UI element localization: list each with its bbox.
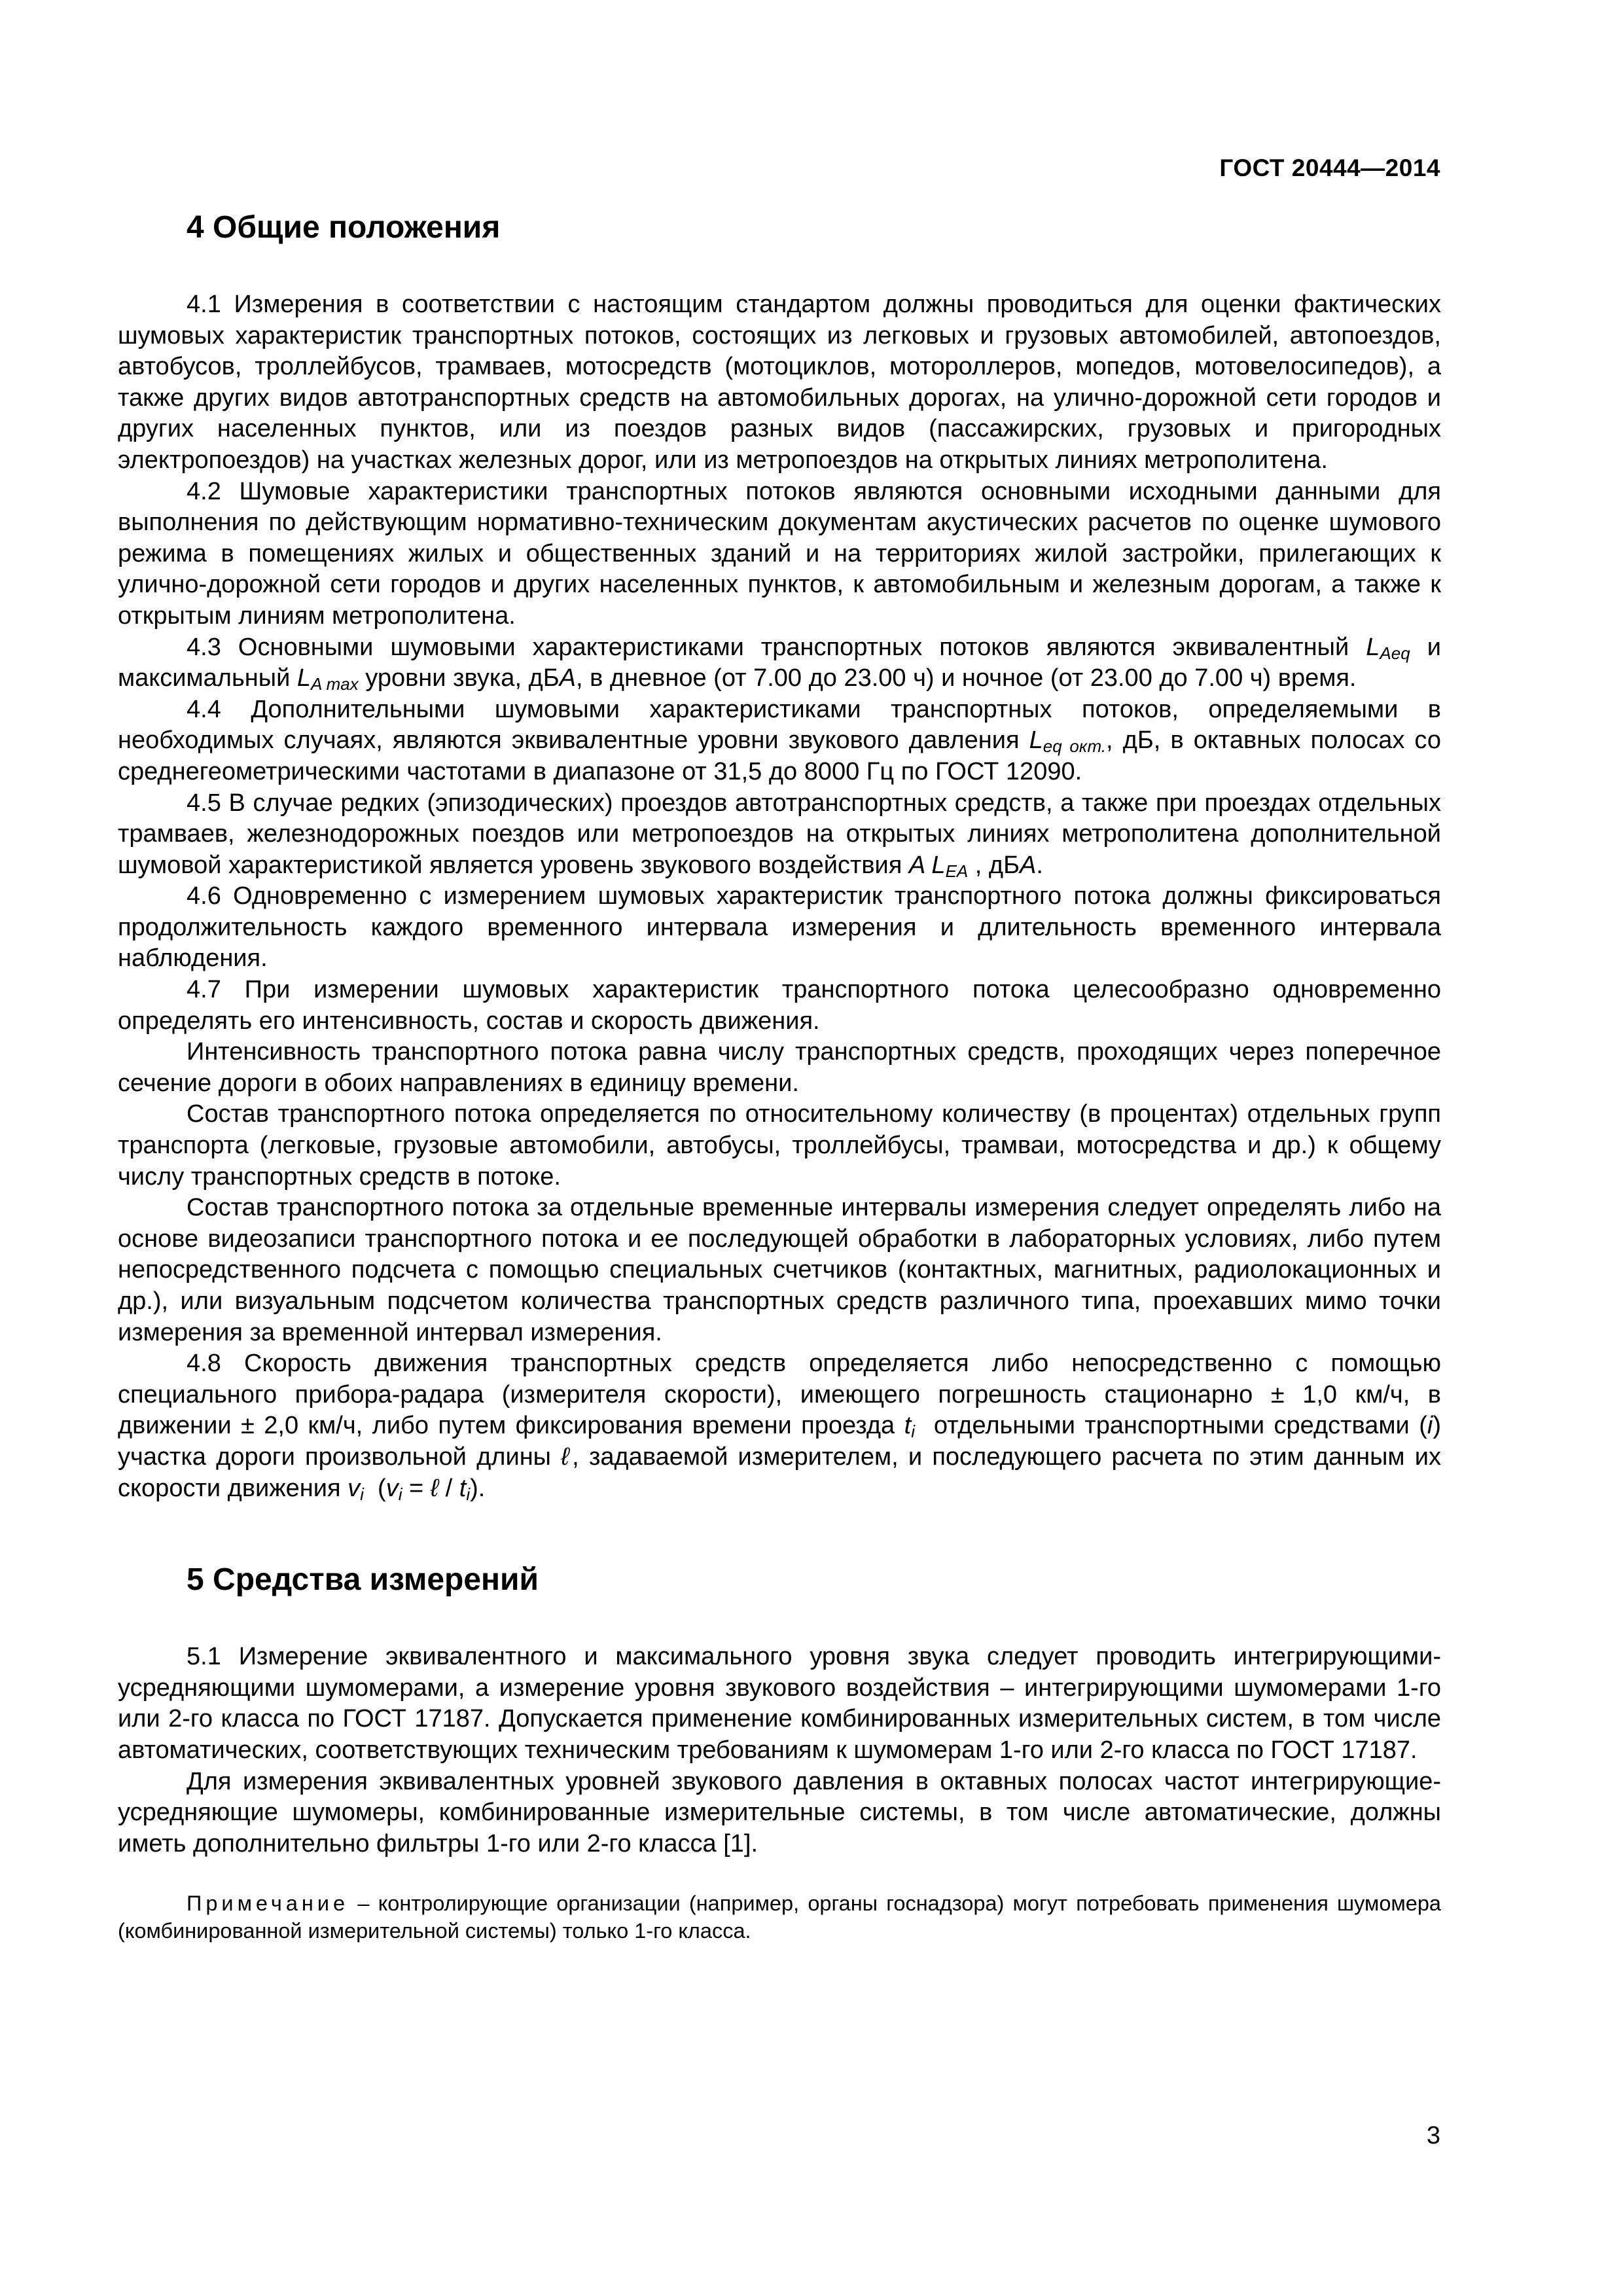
page-number: 3 [1426,2122,1440,2149]
paragraph-4-8: 4.8 Скорость движения транспортных средств определяется либо непосредственно с помощью специального прибора-радара (измерителя скорости), имеющего погрешность стационарно ± 1,0 км/ч, в движении ± 2,0 км/ч, либо путем фиксирования времени проезда $t_i$ отдельными транспортными средствами (i) участка дороги произвольной длины ℓ, задаваемой измерителем, и последующего расчета по этим данным их скорости движения $v_i$ ($v_i$ = ℓ / $t_i$). [118,1350,1441,1504]
paragraph-4-3: 4.3 Основными шумовыми характеристиками транспортных потоков являются эквивалентный $L_{Aeq}$ и максимальный $L_{A max}$ уровни звука, дБA, в дневное (от 7.00 до 23.00 ч) и ночное (от 23.00 до 7.00 ч) время. [118,633,1441,694]
note-label: Примечание [187,1892,349,1916]
paragraph-4-7-composition: Состав транспортного потока определяется по относительному количеству (в процентах) отдельных групп транспорта (легковые, грузовые автомобили, автобусы, троллейбусы, трамваи, мотосредства и др.) к общему числу транспортных средств в потоке. [118,1100,1441,1191]
section-5-body [118,1641,1441,1859]
note [118,1890,1441,1945]
note-text: – контролирующие организации (например, органы госнадзора) могут потребовать применения шумомера (комбинированной измерительной системы) только 1-го класса. [118,1892,1441,1943]
paragraph-4-2: 4.2 Шумовые характеристики транспортных потоков являются основными исходными данными для выполнения по действующим нормативно-техническим документам акустических расчетов по оценке шумового режима в помещениях жилых и общественных зданий и на территориях жилой застройки, прилегающих к улично-дорожной сети городов и других населенных пунктов, к автомобильным и железным дорогам, а также к открытым линиям метрополитена. [118,477,1441,630]
paragraph-5-1: 5.1 Измерение эквивалентного и максимального уровня звука следует проводить интегрирующими-усредняющими шумомерами, а измерение уровня звукового воздействия – интегрирующими шумомерами 1-го или 2-го класса по ГОСТ 17187. Допускается применение комбинированных измерительных систем, в том числе автоматических, соответствующих техническим требованиям к шумомерам 1-го или 2-го класса по ГОСТ 17187. [118,1643,1441,1764]
section-5-heading: 5 Средства измерений [187,1562,539,1598]
paragraph-4-5: 4.5 В случае редких (эпизодических) проездов автотранспортных средств, а также при проездах отдельных трамваев, железнодорожных поездов или метропоездов на открытых линиях метрополитена дополнительной шумовой характеристикой является уровень звукового воздействия A $L_{EA}$ , дБA. [118,789,1441,881]
paragraph-4-1: 4.1 Измерения в соответствии с настоящим стандартом должны проводиться для оценки фактических шумовых характеристик транспортных потоков, состоящих из легковых и грузовых автомобилей, автопоездов, автобусов, троллейбусов, трамваев, мотосредств (мотоциклов, мотороллеров, мопедов, мотовелосипедов), а также других видов автотранспортных средств на автомобильных дорогах, на улично-дорожной сети городов и других населенных пунктов, или из поездов разных видов (пассажирских, грузовых и пригородных электропоездов) на участках железных дорог, или из метропоездов на открытых линиях метрополитена. [118,291,1441,474]
paragraph-5-1-octave: Для измерения эквивалентных уровней звукового давления в октавных полосах частот интегрирующие-усредняющие шумомеры, комбинированные измерительные системы, в том числе автоматические, должны иметь дополнительно фильтры 1-го или 2-го класса [1]. [118,1767,1441,1857]
paragraph-4-7: 4.7 При измерении шумовых характеристик транспортного потока целесообразно одновременно определять его интенсивность, состав и скорость движения. [118,976,1441,1035]
section-4-heading: 4 Общие положения [187,210,501,245]
paragraph-4-4: 4.4 Дополнительными шумовыми характеристиками транспортных потоков, определяемыми в необходимых случаях, являются эквивалентные уровни звукового давления $L_{eq окт.}$, дБ, в октавных полосах со среднегеометрическими частотами в диапазоне от 31,5 до 8000 Гц по ГОСТ 12090. [118,695,1441,785]
paragraph-4-6: 4.6 Одновременно с измерением шумовых характеристик транспортного потока должны фиксироваться продолжительность каждого временного интервала измерения и длительность временного интервала наблюдения. [118,882,1441,973]
section-4-body [118,289,1441,1504]
speed-formula: ($v_i$ = ℓ / $t_i$). [363,1474,486,1504]
paragraph-4-7-composition-method: Состав транспортного потока за отдельные временные интервалы измерения следует определять либо на основе видеозаписи транспортного потока и ее последующей обработки в лабораторных условиях, либо путем непосредственного подсчета с помощью специальных счетчиков (контактных, магнитных, радиолокационных и др.), или визуальным подсчетом количества транспортных средств различного типа, проехавших мимо точки измерения за временной интервал измерения. [118,1194,1441,1346]
document-id-header: ГОСТ 20444—2014 [1219,154,1440,181]
paragraph-4-7-intensity: Интенсивность транспортного потока равна числу транспортных средств, проходящих через поперечное сечение дороги в обоих направлениях в единицу времени. [118,1038,1441,1097]
page-content [118,196,1441,1945]
